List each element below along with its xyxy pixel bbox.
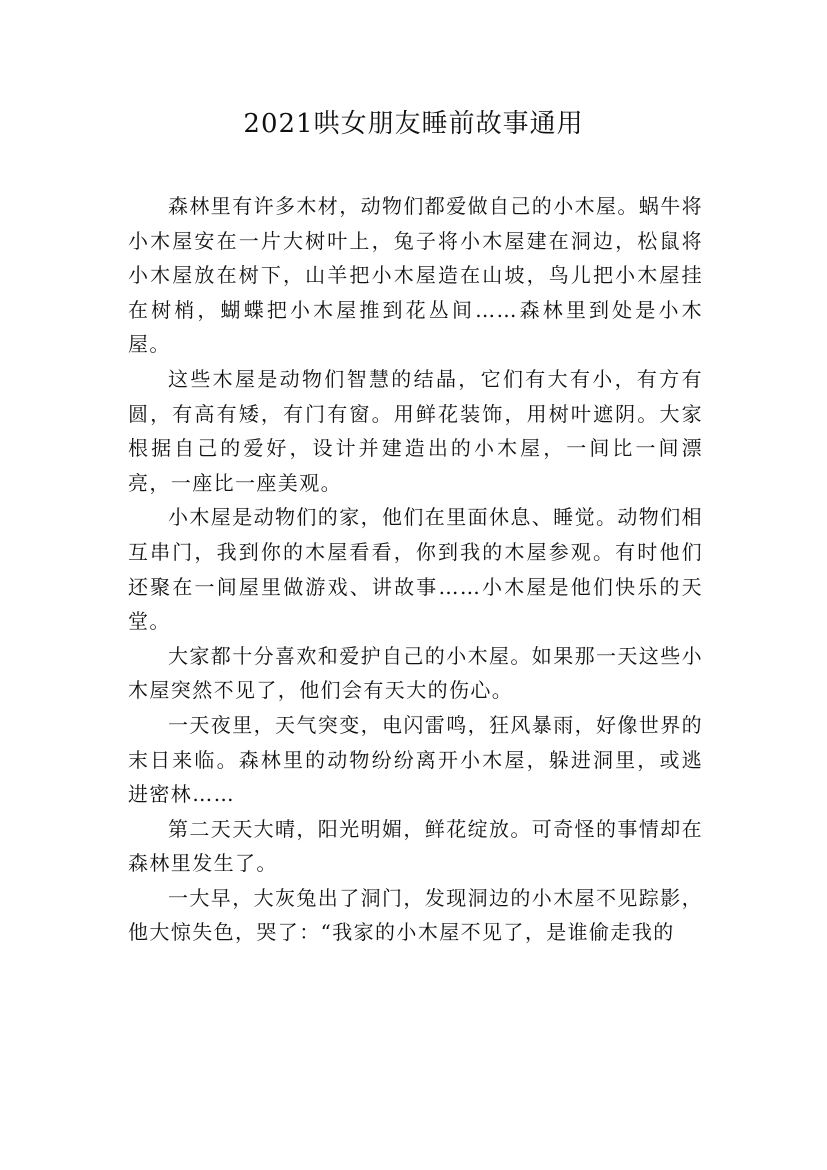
paragraph-2: 这些木屋是动物们智慧的结晶，它们有大有小，有方有圆，有高有矮，有门有窗。用鲜花装饰，用树叶遮阴。大家根据自己的爱好，设计并建造出的小木屋，一间比一间漂亮，一座比一座美观。 [128, 366, 703, 495]
paragraph-1: 森林里有许多木材，动物们都爱做自己的小木屋。蜗牛将小木屋安在一片大树叶上，兔子将小木屋建在洞边，松鼠将小木屋放在树下，山羊把小木屋造在山坡，鸟儿把小木屋挂在树梢，蝴蝶把小木屋推到花丛间……森林里到处是小木屋。 [128, 194, 703, 357]
paragraph-6: 第二天天大晴，阳光明媚，鲜花绽放。可奇怪的事情却在森林里发生了。 [128, 816, 703, 876]
document-body [128, 189, 703, 950]
paragraph-3: 小木屋是动物们的家，他们在里面休息、睡觉。动物们相互串门，我到你的木屋看看，你到我的木屋参观。有时他们还聚在一间屋里做游戏、讲故事……小木屋是他们快乐的天堂。 [128, 505, 703, 634]
paragraph-4: 大家都十分喜欢和爱护自己的小木屋。如果那一天这些小木屋突然不见了，他们会有天大的伤心。 [128, 643, 703, 703]
document-title: 2021哄女朋友睡前故事通用 [243, 109, 584, 139]
paragraph-5: 一天夜里，天气突变，电闪雷鸣，狂风暴雨，好像世界的末日来临。森林里的动物纷纷离开小木屋，躲进洞里，或逃进密林…… [128, 712, 703, 807]
paragraph-7: 一大早，大灰兔出了洞门，发现洞边的小木屋不见踪影，他大惊失色，哭了：“我家的小木屋不见了，是谁偷走我的 [128, 885, 703, 945]
